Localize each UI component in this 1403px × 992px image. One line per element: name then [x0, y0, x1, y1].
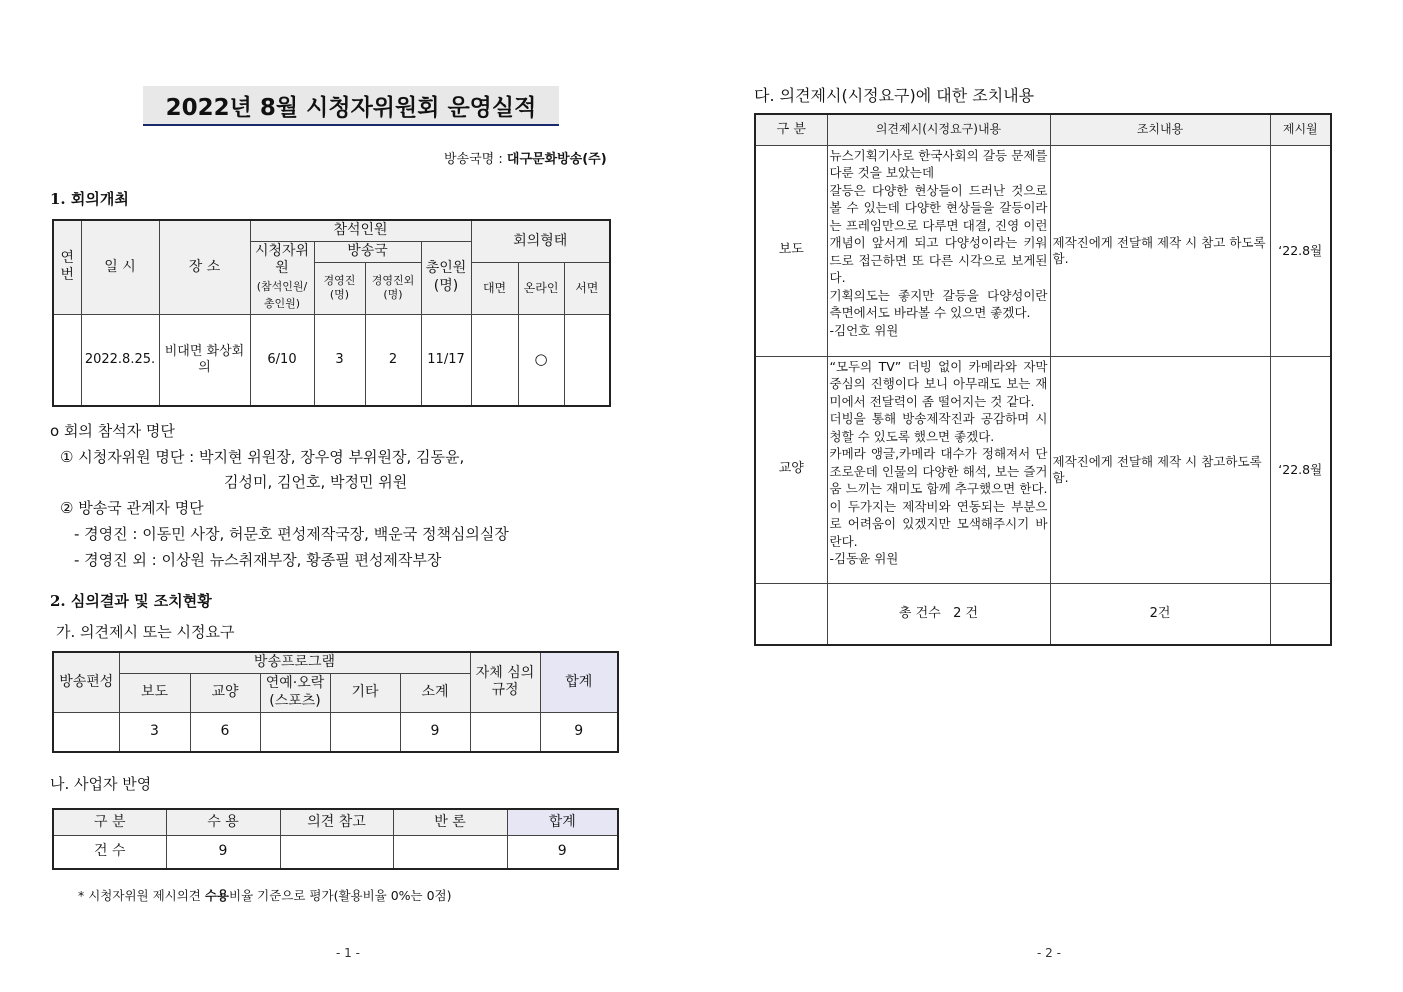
cell-exec: 3	[314, 314, 365, 406]
col-etc: 기타	[330, 673, 400, 712]
cell-row-label: 건 수	[53, 835, 166, 869]
table-row	[53, 712, 618, 752]
content-1-p3: 기획의도는 좋지만 갈등을 다양성이란 측면에서도 바라볼 수 있으면 좋겠다.	[829, 287, 1048, 320]
footnote-a: * 시청자위원 제시의견	[78, 888, 205, 903]
cell-face	[471, 314, 518, 406]
cell-online: ○	[518, 314, 564, 406]
table-row	[53, 835, 618, 869]
cell-viewer: 6/10	[250, 314, 314, 406]
cell-total-action: 2건	[1050, 583, 1270, 645]
col-action-action: 조치내용	[1050, 114, 1270, 145]
col-no: 연번	[53, 220, 81, 314]
table-row	[755, 583, 1331, 645]
cell-content-1	[827, 145, 1050, 356]
cell-action-2: 제작진에게 전달해 제작 시 참고하도록 함.	[1050, 356, 1270, 583]
content-1-p4: -김언호 위원	[829, 322, 899, 338]
content-2-p1: “모두의 TV” 더빙 없이 카메라와 자막중심의 진행이다 보니 아무래도 보는 재미에서 전달력이 좀 떨어지는 것 같다.	[829, 358, 1048, 409]
attendee-viewer-line1: ① 시청자위원 명단 : 박지현 위원장, 장우영 부위원장, 김동윤,	[60, 448, 465, 466]
cell-total: 11/17	[421, 314, 471, 406]
page-title: 2022년 8월 시청자위원회 운영실적	[143, 86, 559, 126]
broadcaster-label: 방송국명 :	[444, 152, 507, 167]
cell-selfreg	[470, 712, 540, 752]
col-ent	[260, 673, 330, 712]
col-viewer-label: 시청자위원	[254, 242, 310, 276]
cell-ref	[280, 835, 393, 869]
cell-news: 3	[119, 712, 190, 752]
col-accept: 수 용	[166, 809, 280, 835]
content-1-p1: 뉴스기획기사로 한국사회의 갈등 문제를 다룬 것을 보았는데	[829, 147, 1048, 180]
cell-month-1: ‘22.8월	[1270, 145, 1331, 356]
cell-content-2	[827, 356, 1050, 583]
footnote	[78, 886, 452, 904]
broadcaster-name: 대구문화방송(주)	[506, 152, 607, 167]
cell-written	[564, 314, 610, 406]
col-format: 회의형태	[471, 220, 610, 262]
subsection-da: 다. 의견제시(시정요구)에 대한 조치내용	[754, 86, 1035, 105]
content-2-p2: 더빙을 통해 방송제작진과 공감하며 시청할 수 있도록 했으면 좋겠다.	[829, 411, 1048, 444]
cell-sum: 9	[540, 712, 618, 752]
table-row	[755, 356, 1331, 583]
col-total: 총인원(명)	[421, 241, 471, 314]
col-ent-label: 연예·오락	[265, 675, 325, 691]
content-2-p4: -김동윤 위원	[829, 551, 899, 566]
cell-total-label: 총 건수 2 건	[827, 583, 1050, 645]
attendee-nonexec-line: - 경영진 외 : 이상원 뉴스취재부장, 황종필 편성제작부장	[74, 551, 442, 569]
broadcaster-line	[444, 148, 607, 167]
cell-accept: 9	[166, 835, 280, 869]
attendee-exec-line: - 경영진 : 이동민 사장, 허문호 편성제작국장, 백운국 정책심의실장	[74, 525, 509, 543]
col-culture: 교양	[190, 673, 260, 712]
col-pyeonseong: 방송편성	[53, 652, 119, 712]
cell-gubun-2: 교양	[755, 356, 827, 583]
section-review-heading: 2. 심의결과 및 조치현황	[50, 592, 212, 610]
col-station: 방송국	[314, 241, 421, 262]
col-rebut: 반 론	[393, 809, 507, 835]
col-news: 보도	[119, 673, 190, 712]
col-subtotal: 소계	[400, 673, 470, 712]
cell-action-1: 제작진에게 전달해 제작 시 참고 하도록 함.	[1050, 145, 1270, 356]
section-meeting-heading: 1. 회의개최	[50, 190, 129, 208]
cell-pyeonseong	[53, 712, 119, 752]
col-gubun: 구 분	[53, 809, 166, 835]
content-2-p3: 카메라 앵글,카메라 대수가 정해져서 단조로운데 인물의 다양한 해석, 보는 즐거움 느끼는 재미도 함께 추구했으면 한다. 이 두가지는 제작비와 연동되는 부분으로 어려움이 있겠지만 모색해주시기 바란다.	[829, 446, 1048, 549]
col-ref: 의견 참고	[280, 809, 393, 835]
attendee-heading: o 회의 참석자 명단	[50, 422, 175, 440]
col-exec: 경영진(명)	[314, 262, 365, 314]
attendee-station-heading: ② 방송국 관계자 명단	[60, 499, 204, 517]
cell-no	[53, 314, 81, 406]
subsection-na: 나. 사업자 반영	[50, 775, 152, 793]
content-1-p2: 갈등은 다양한 현상들이 드러난 것으로 볼 수 있는데 다양한 현상들을 갈등이라는 프레임만으로 다루면 대결, 진영 이런 개념이 앞서게 되고 다양성이라는 키워드로 접근하면 또 다른 시각으로 보게된다.	[829, 182, 1048, 285]
table-row	[755, 145, 1331, 356]
subsection-ga: 가. 의견제시 또는 시정요구	[56, 623, 235, 641]
col-action-month: 제시월	[1270, 114, 1331, 145]
cell-subtotal: 9	[400, 712, 470, 752]
page-number-1: - 1 -	[336, 946, 360, 960]
cell-etc	[330, 712, 400, 752]
col-sum: 합계	[540, 652, 618, 712]
cell-total-blank	[755, 583, 827, 645]
reflect-table	[52, 808, 619, 870]
col-face: 대면	[471, 262, 518, 314]
table-row	[53, 314, 610, 406]
col-date: 일 시	[81, 220, 159, 314]
cell-total-month	[1270, 583, 1331, 645]
col-online: 온라인	[518, 262, 564, 314]
cell-month-2: ‘22.8월	[1270, 356, 1331, 583]
cell-ent	[260, 712, 330, 752]
cell-reflect-sum: 9	[507, 835, 618, 869]
col-action-content: 의견제시(시정요구)내용	[827, 114, 1050, 145]
col-action-gubun: 구 분	[755, 114, 827, 145]
program-table	[52, 651, 619, 753]
col-nonexec: 경영진외(명)	[365, 262, 421, 314]
col-viewer-sub: (참석인원/총인원)	[256, 279, 308, 310]
col-selfreg: 자체 심의규정	[470, 652, 540, 712]
col-reflect-sum: 합계	[507, 809, 618, 835]
col-place: 장 소	[159, 220, 250, 314]
attendee-viewer-line2: 김성미, 김언호, 박정민 위원	[224, 473, 408, 491]
footnote-c: 비율 기준으로 평가(활용비율 0%는 0점)	[229, 888, 452, 903]
cell-rebut	[393, 835, 507, 869]
col-written: 서면	[564, 262, 610, 314]
footnote-b: 수용	[204, 888, 230, 903]
meeting-table	[52, 219, 611, 407]
cell-gubun-1: 보도	[755, 145, 827, 356]
action-table	[754, 113, 1332, 646]
col-viewer	[250, 241, 314, 314]
page-number-2: - 2 -	[1037, 946, 1061, 960]
col-ent-sub: (스포츠)	[269, 692, 321, 709]
col-program: 방송프로그램	[119, 652, 470, 673]
cell-place: 비대면 화상회의	[159, 314, 250, 406]
cell-nonexec: 2	[365, 314, 421, 406]
cell-culture: 6	[190, 712, 260, 752]
cell-date: 2022.8.25.	[81, 314, 159, 406]
col-attendance: 참석인원	[250, 220, 471, 241]
